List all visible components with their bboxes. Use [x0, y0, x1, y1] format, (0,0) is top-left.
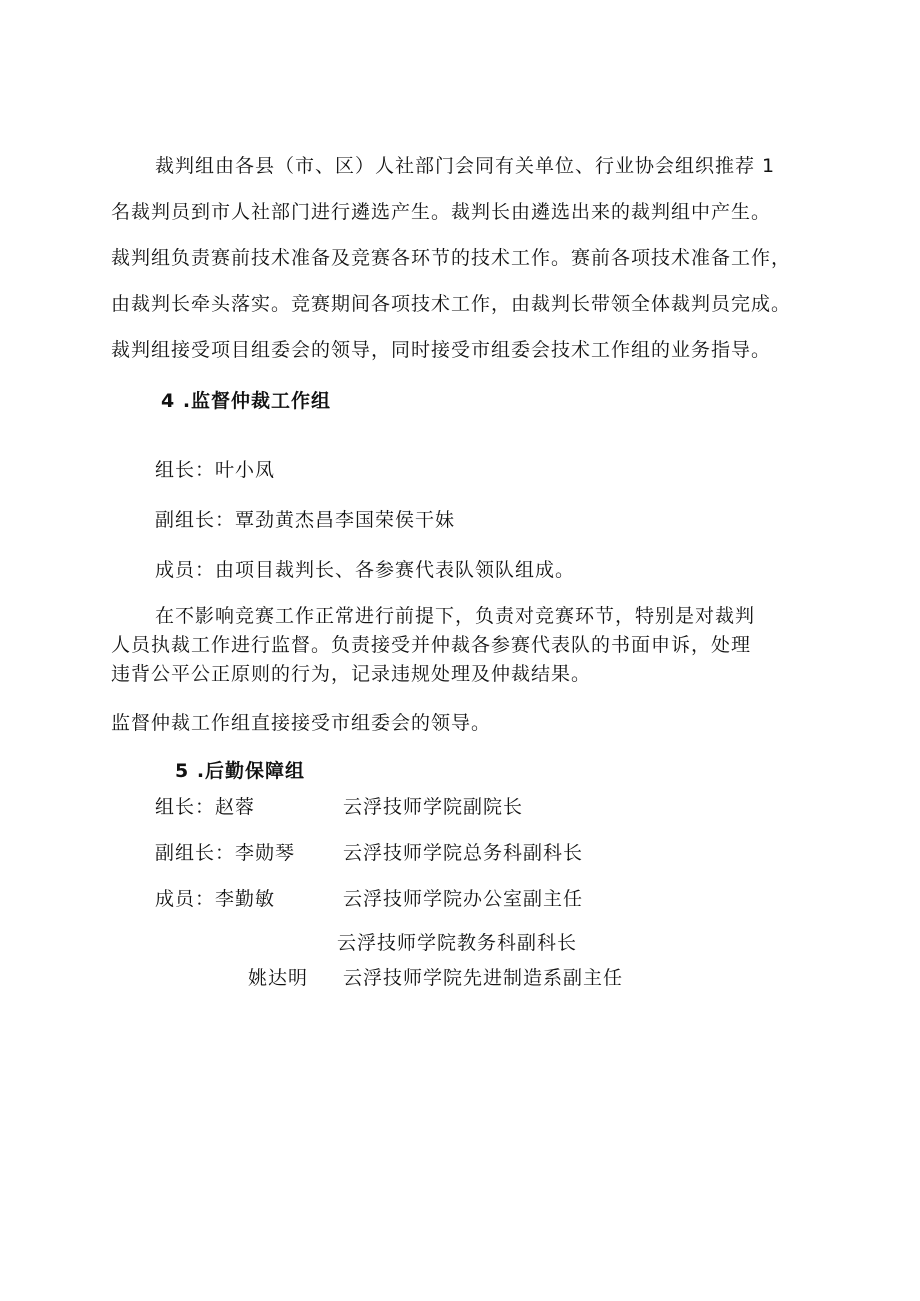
deputy-line: 副组长：覃劲黄杰昌李国荣侯干妹: [155, 509, 456, 531]
staff-role: 姚达明: [248, 967, 309, 989]
paragraph-line: 裁判组负责赛前技术准备及竞赛各环节的技术工作。赛前各项技术准备工作，: [111, 247, 792, 269]
paragraph-line: 名裁判员到市人社部门进行遴选产生。裁判长由遴选出来的裁判组中产生。: [111, 201, 772, 223]
staff-role: 组长：赵蓉: [155, 796, 256, 818]
staff-position: 云浮技师学院办公室副主任: [343, 888, 584, 910]
section-heading: 5 .后勤保障组: [175, 760, 306, 782]
members-line: 成员：由项目裁判长、各参赛代表队领队组成。: [155, 559, 576, 581]
paragraph-line: 违背公平公正原则的行为，记录违规处理及仲裁结果。: [111, 663, 592, 685]
paragraph-line: 由裁判长牵头落实。竞赛期间各项技术工作，由裁判长带领全体裁判员完成。: [111, 293, 792, 315]
paragraph-line: 在不影响竞赛工作正常进行前提下，负责对竞赛环节，特别是对裁判: [155, 605, 756, 627]
staff-position: 云浮技师学院副院长: [343, 796, 524, 818]
paragraph-line: 裁判组接受项目组委会的领导，同时接受市组委会技术工作组的业务指导。: [111, 339, 772, 361]
staff-role: 成员：李勤敏: [155, 888, 276, 910]
paragraph-line: 裁判组由各县（市、区）人社部门会同有关单位、行业协会组织推荐 1: [155, 155, 776, 177]
staff-position: 云浮技师学院先进制造系副主任: [343, 967, 624, 989]
paragraph-line: 监督仲裁工作组直接接受市组委会的领导。: [111, 712, 492, 734]
leader-line: 组长：叶小凤: [155, 459, 276, 481]
paragraph-line: 人员执裁工作进行监督。负责接受并仲裁各参赛代表队的书面申诉，处理: [111, 634, 752, 656]
staff-role: 副组长：李勋琴: [155, 842, 296, 864]
section-heading: 4 .监督仲裁工作组: [161, 390, 332, 412]
staff-position: 云浮技师学院总务科副科长: [343, 842, 584, 864]
staff-position: 云浮技师学院教务科副科长: [337, 932, 578, 954]
